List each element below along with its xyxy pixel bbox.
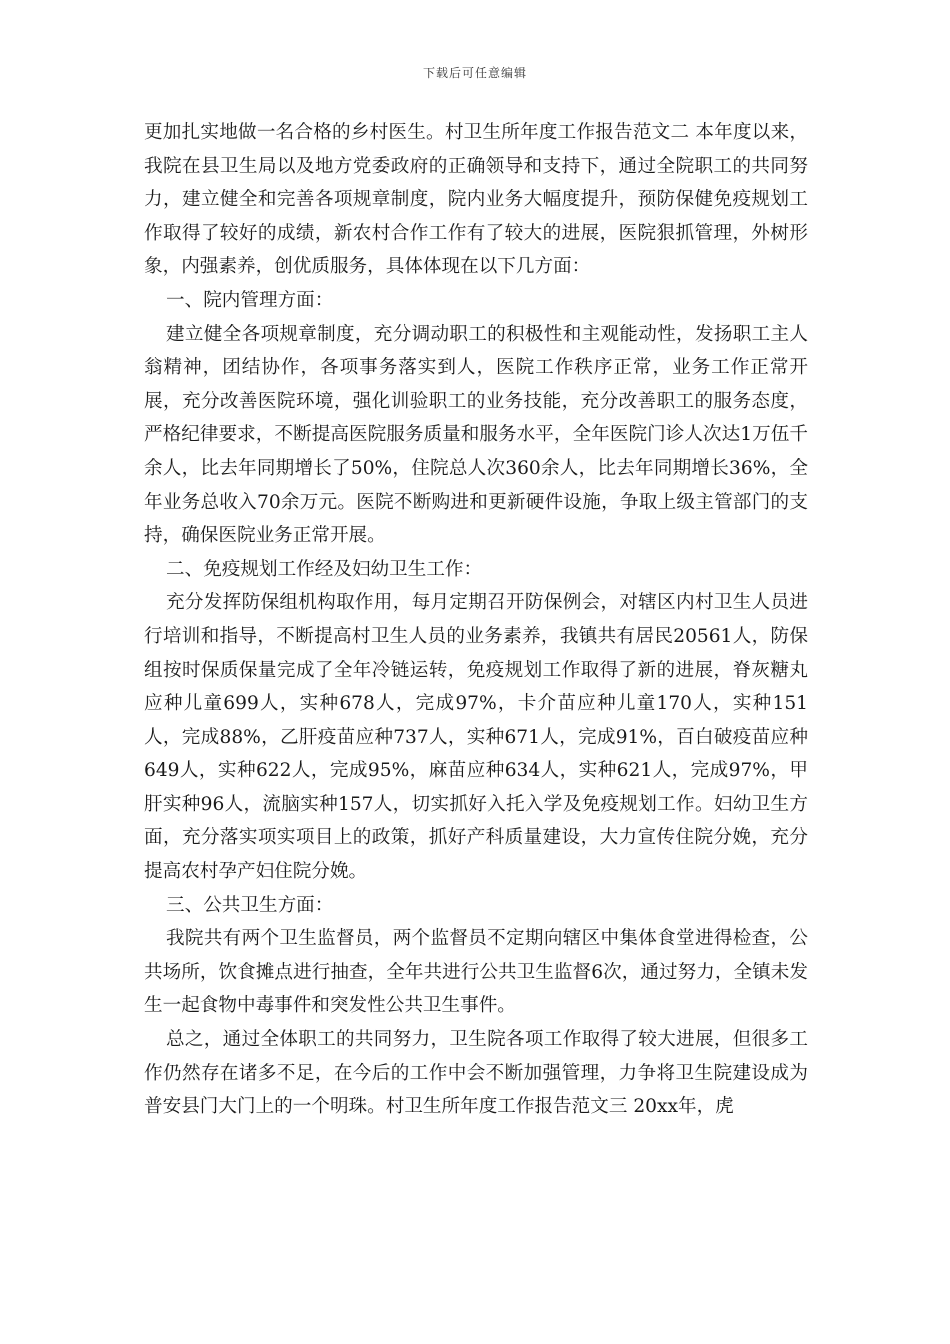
paragraph-intro: 更加扎实地做一名合格的乡村医生。村卫生所年度工作报告范文二 本年度以来，我院在县卫生局以及地方党委政府的正确领导和支持下，通过全院职工的共同努力，建立健全和完善各项规章制度，院内业务大幅度提升，预防保健免疫规划工作取得了较好的成绩，新农村合作工作有了较大的进展，医院狠抓管理，外树形象，内强素养，创优质服务，具体体现在以下几方面： (144, 122, 808, 278)
paragraph-conclusion: 总之，通过全体职工的共同努力，卫生院各项工作取得了较大进展，但很多工作仍然存在诸多不足，在今后的工作中会不断加强管理，力争将卫生院建设成为普安县门大门上的一个明珠。村卫生所年度工作报告范文三 20xx年，虎 (144, 1029, 808, 1118)
section-heading-management: 一、院内管理方面： (166, 289, 334, 311)
paragraph-public-health: 我院共有两个卫生监督员，两个监督员不定期向辖区中集体食堂进得检查，公共场所，饮食摊点进行抽查，全年共进行公共卫生监督6次，通过努力，全镇未发生一起食物中毒事件和突发性公共卫生事件。 (144, 928, 808, 1017)
section-heading-immunization: 二、免疫规划工作经及妇幼卫生工作： (166, 558, 483, 580)
paragraph-management: 建立健全各项规章制度，充分调动职工的积极性和主观能动性，发扬职工主人翁精神，团结协作，各项事务落实到人，医院工作秩序正常，业务工作正常开展，充分改善医院环境，强化训验职工的业务技能，充分改善职工的服务态度，严格纪律要求，不断提高医院服务质量和服务水平，全年医院门诊人次达1万伍千余人，比去年同期增长了50%，住院总人次360余人，比去年同期增长36%，全年业务总收入70余万元。医院不断购进和更新硬件设施，争取上级主管部门的支持，确保医院业务正常开展。 (144, 323, 808, 547)
page-header: 下载后可任意编辑 (422, 66, 527, 80)
document-body (144, 116, 808, 1124)
paragraph-immunization: 充分发挥防保组机构取作用，每月定期召开防保例会，对辖区内村卫生人员进行培训和指导，不断提高村卫生人员的业务素养，我镇共有居民20561人，防保组按时保质保量完成了全年冷链运转，免疫规划工作取得了新的进展，脊灰糖丸应种儿童699人，实种678人，完成97%，卡介苗应种儿童170人，实种151人，完成88%，乙肝疫苗应种737人，实种671人，完成91%，百白破疫苗应种649人，实种622人，完成95%，麻苗应种634人，实种621人，完成97%，甲肝实种96人，流脑实种157人，切实抓好入托入学及免疫规划工作。妇幼卫生方面，充分落实项实项目上的政策，抓好产科质量建设，大力宣传住院分娩，充分提高农村孕产妇住院分娩。 (144, 592, 808, 883)
section-heading-public-health: 三、公共卫生方面： (166, 894, 334, 916)
